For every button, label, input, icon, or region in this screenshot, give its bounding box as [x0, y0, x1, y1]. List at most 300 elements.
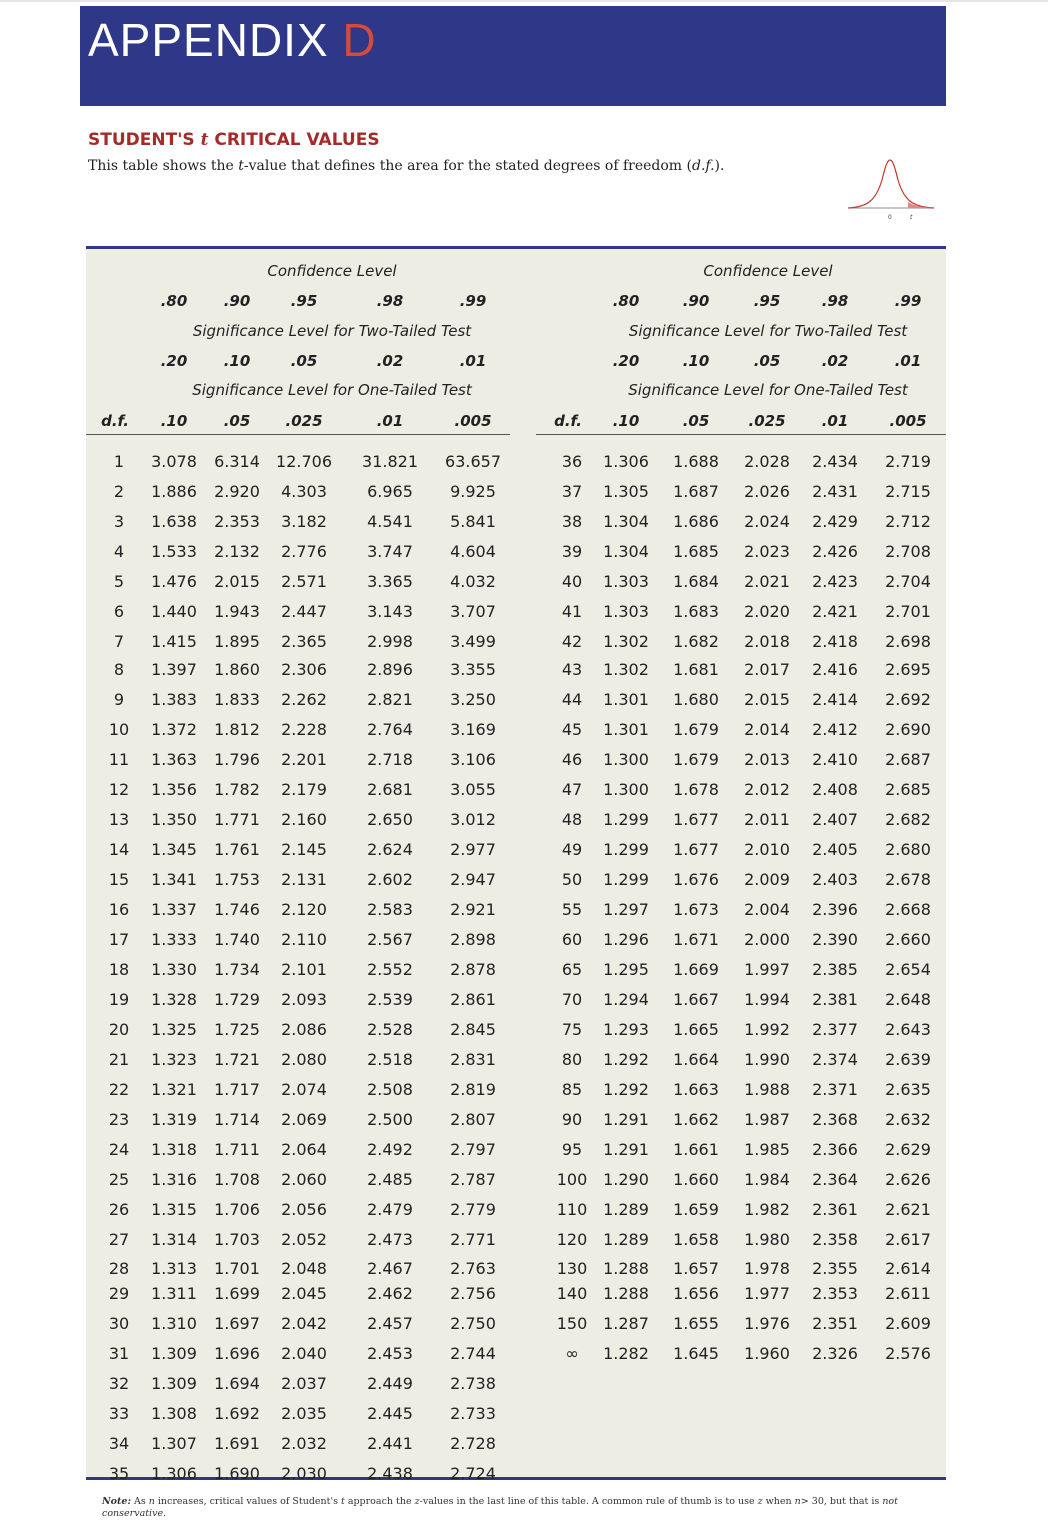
table-cell: 1.717 [214, 1080, 260, 1099]
table-cell: 2.131 [281, 870, 327, 889]
df-cell: 85 [561, 1080, 583, 1099]
table-cell: 2.445 [367, 1404, 413, 1423]
table-cell: 1.314 [151, 1230, 197, 1249]
t-critical-values-table [86, 246, 946, 1483]
table-cell: 2.528 [367, 1020, 413, 1039]
table-cell: 1.977 [744, 1284, 790, 1303]
table-cell: 2.353 [214, 512, 260, 531]
table-cell: 2.453 [367, 1344, 413, 1363]
table-cell: 1.292 [603, 1050, 649, 1069]
table-cell: 2.145 [281, 840, 327, 859]
right-one-tailed-value: .05 [682, 412, 710, 430]
df-cell: 130 [556, 1259, 588, 1278]
table-cell: 1.692 [214, 1404, 260, 1423]
table-cell: 2.624 [367, 840, 413, 859]
table-cell: 2.010 [744, 840, 790, 859]
df-cell: ∞ [565, 1344, 579, 1363]
table-cell: 2.447 [281, 602, 327, 621]
table-cell: 2.467 [367, 1259, 413, 1278]
table-cell: 1.296 [603, 930, 649, 949]
table-cell: 2.366 [812, 1140, 858, 1159]
df-cell: 9 [113, 690, 125, 709]
table-cell: 2.479 [367, 1200, 413, 1219]
table-cell: 1.687 [673, 482, 719, 501]
table-cell: 1.960 [744, 1344, 790, 1363]
df-cell: 7 [113, 632, 125, 651]
table-cell: 1.289 [603, 1200, 649, 1219]
note-z: z [414, 1496, 420, 1507]
df-cell: 90 [561, 1110, 583, 1129]
table-cell: 1.711 [214, 1140, 260, 1159]
df-cell: 24 [108, 1140, 130, 1159]
table-cell: 1.676 [673, 870, 719, 889]
table-cell: 1.985 [744, 1140, 790, 1159]
df-cell: 17 [108, 930, 130, 949]
table-cell: 1.690 [214, 1464, 260, 1483]
left-one-tailed-value: .025 [285, 412, 323, 430]
table-cell: 1.383 [151, 690, 197, 709]
df-cell: 3 [113, 512, 125, 531]
table-cell: 2.738 [450, 1374, 496, 1393]
table-cell: 2.026 [744, 482, 790, 501]
df-cell: 110 [556, 1200, 588, 1219]
table-cell: 2.412 [812, 720, 858, 739]
table-cell: 2.831 [450, 1050, 496, 1069]
table-cell: 2.571 [281, 572, 327, 591]
table-cell: 2.718 [367, 750, 413, 769]
table-cell: 2.429 [812, 512, 858, 531]
table-cell: 1.316 [151, 1170, 197, 1189]
note-text-b: increases, critical values of Student's [154, 1496, 341, 1507]
table-cell: 2.132 [214, 542, 260, 561]
section-title-t: t [200, 130, 209, 150]
t-distribution-curve-icon [846, 156, 936, 226]
table-cell: 1.812 [214, 720, 260, 739]
left-confidence-label: Confidence Level [267, 262, 397, 280]
table-cell: 4.303 [281, 482, 327, 501]
table-cell: 1.976 [744, 1314, 790, 1333]
table-cell: 1.292 [603, 1080, 649, 1099]
table-cell: 1.686 [673, 512, 719, 531]
table-cell: 1.350 [151, 810, 197, 829]
df-cell: 14 [108, 840, 130, 859]
df-cell: 60 [561, 930, 583, 949]
table-cell: 2.685 [885, 780, 931, 799]
table-cell: 2.023 [744, 542, 790, 561]
table-cell: 63.657 [445, 452, 501, 471]
table-cell: 2.037 [281, 1374, 327, 1393]
note-n: n [148, 1496, 155, 1507]
table-cell: 2.654 [885, 960, 931, 979]
right-two-tailed-value: .20 [612, 352, 640, 370]
df-cell: 48 [561, 810, 583, 829]
table-cell: 1.990 [744, 1050, 790, 1069]
table-cell: 1.440 [151, 602, 197, 621]
table-cell: 2.473 [367, 1230, 413, 1249]
table-cell: 2.423 [812, 572, 858, 591]
df-cell: 38 [561, 512, 583, 531]
table-cell: 2.626 [885, 1170, 931, 1189]
df-cell: 37 [561, 482, 583, 501]
table-cell: 1.304 [603, 512, 649, 531]
df-cell: 18 [108, 960, 130, 979]
table-cell: 2.018 [744, 632, 790, 651]
note-text-f: > 30, but that is [800, 1496, 883, 1507]
table-cell: 2.845 [450, 1020, 496, 1039]
table-cell: 2.744 [450, 1344, 496, 1363]
left-two-tailed-value: .20 [160, 352, 188, 370]
table-cell: 1.289 [603, 1230, 649, 1249]
table-cell: 1.341 [151, 870, 197, 889]
table-cell: 2.403 [812, 870, 858, 889]
table-cell: 1.645 [673, 1344, 719, 1363]
table-cell: 2.021 [744, 572, 790, 591]
table-cell: 1.696 [214, 1344, 260, 1363]
table-cell: 1.886 [151, 482, 197, 501]
df-cell: 25 [108, 1170, 130, 1189]
curve-label-zero: 0 [888, 214, 892, 221]
table-cell: 1.325 [151, 1020, 197, 1039]
table-cell: 1.708 [214, 1170, 260, 1189]
table-cell: 2.101 [281, 960, 327, 979]
table-cell: 3.707 [450, 602, 496, 621]
note-n2: n [794, 1496, 801, 1507]
table-cell: 2.351 [812, 1314, 858, 1333]
left-one-tailed-value: .10 [160, 412, 188, 430]
table-cell: 2.358 [812, 1230, 858, 1249]
table-cell: 1.293 [603, 1020, 649, 1039]
table-cell: 2.000 [744, 930, 790, 949]
df-cell: 4 [113, 542, 125, 561]
df-cell: 19 [108, 990, 130, 1009]
table-cell: 1.297 [603, 900, 649, 919]
table-cell: 1.295 [603, 960, 649, 979]
table-cell: 1.833 [214, 690, 260, 709]
table-cell: 1.397 [151, 660, 197, 679]
table-cell: 2.228 [281, 720, 327, 739]
df-cell: 26 [108, 1200, 130, 1219]
df-cell: 100 [556, 1170, 588, 1189]
table-cell: 1.982 [744, 1200, 790, 1219]
table-cell: 1.311 [151, 1284, 197, 1303]
table-cell: 1.306 [151, 1464, 197, 1483]
df-cell: 28 [108, 1259, 130, 1278]
table-cell: 2.020 [744, 602, 790, 621]
table-cell: 1.655 [673, 1314, 719, 1333]
table-cell: 1.703 [214, 1230, 260, 1249]
table-cell: 1.688 [673, 452, 719, 471]
table-cell: 1.978 [744, 1259, 790, 1278]
curve-line [848, 160, 934, 208]
right-one-tailed-label: Significance Level for One-Tailed Test [628, 381, 908, 399]
table-cell: 1.303 [603, 602, 649, 621]
table-cell: 2.377 [812, 1020, 858, 1039]
table-cell: 2.617 [885, 1230, 931, 1249]
table-cell: 1.299 [603, 810, 649, 829]
table-cell: 1.310 [151, 1314, 197, 1333]
table-cell: 2.632 [885, 1110, 931, 1129]
table-cell: 2.648 [885, 990, 931, 1009]
table-cell: 1.307 [151, 1434, 197, 1453]
table-cell: 1.328 [151, 990, 197, 1009]
df-cell: 49 [561, 840, 583, 859]
table-cell: 2.012 [744, 780, 790, 799]
table-cell: 1.694 [214, 1374, 260, 1393]
table-cell: 2.306 [281, 660, 327, 679]
left-one-tailed-value: .01 [376, 412, 404, 430]
table-cell: 6.314 [214, 452, 260, 471]
table-cell: 2.764 [367, 720, 413, 739]
table-cell: 2.660 [885, 930, 931, 949]
table-cell: 1.372 [151, 720, 197, 739]
right-two-tailed-value: .01 [894, 352, 922, 370]
df-cell: 150 [556, 1314, 588, 1333]
table-cell: 1.315 [151, 1200, 197, 1219]
table-cell: 2.692 [885, 690, 931, 709]
table-cell: 2.048 [281, 1259, 327, 1278]
table-cell: 2.977 [450, 840, 496, 859]
subtitle-part-b: -value that defines the area for the stated degrees of freedom ( [243, 158, 692, 174]
table-cell: 1.661 [673, 1140, 719, 1159]
table-cell: 2.040 [281, 1344, 327, 1363]
df-cell: 6 [113, 602, 125, 621]
table-cell: 3.365 [367, 572, 413, 591]
table-cell: 2.438 [367, 1464, 413, 1483]
table-cell: 2.441 [367, 1434, 413, 1453]
left-two-tailed-value: .02 [376, 352, 404, 370]
section-title-after: CRITICAL VALUES [208, 130, 380, 150]
table-cell: 2.539 [367, 990, 413, 1009]
df-cell: 16 [108, 900, 130, 919]
note-text-c: approach the [344, 1496, 415, 1507]
table-cell: 2.771 [450, 1230, 496, 1249]
left-confidence-value: .98 [376, 292, 404, 310]
section-subtitle [88, 158, 724, 174]
table-cell: 1.313 [151, 1259, 197, 1278]
table-cell: 2.508 [367, 1080, 413, 1099]
table-cell: 2.583 [367, 900, 413, 919]
table-cell: 1.685 [673, 542, 719, 561]
table-cell: 1.714 [214, 1110, 260, 1129]
note-text-e: when [762, 1496, 795, 1507]
table-cell: 3.012 [450, 810, 496, 829]
table-cell: 2.878 [450, 960, 496, 979]
table-cell: 3.747 [367, 542, 413, 561]
table-cell: 1.301 [603, 720, 649, 739]
table-cell: 1.290 [603, 1170, 649, 1189]
table-cell: 2.364 [812, 1170, 858, 1189]
table-cell: 1.318 [151, 1140, 197, 1159]
df-cell: 1 [113, 452, 125, 471]
table-cell: 2.035 [281, 1404, 327, 1423]
table-cell: 4.541 [367, 512, 413, 531]
df-cell: 2 [113, 482, 125, 501]
table-cell: 2.614 [885, 1259, 931, 1278]
section-title [88, 130, 380, 150]
df-cell: 27 [108, 1230, 130, 1249]
table-cell: 1.345 [151, 840, 197, 859]
df-cell: 8 [113, 660, 125, 679]
curve-label-t: t [910, 214, 913, 221]
table-cell: 2.650 [367, 810, 413, 829]
note-text-d: -values in the last line of this table. A common rule of thumb is to use [419, 1496, 758, 1507]
table-cell: 2.704 [885, 572, 931, 591]
table-cell: 2.719 [885, 452, 931, 471]
table-cell: 1.669 [673, 960, 719, 979]
table-cell: 2.017 [744, 660, 790, 679]
table-cell: 1.291 [603, 1110, 649, 1129]
df-cell: 120 [556, 1230, 588, 1249]
left-one-tailed-value: .05 [223, 412, 251, 430]
table-cell: 2.060 [281, 1170, 327, 1189]
table-cell: 1.684 [673, 572, 719, 591]
table-cell: 1.683 [673, 602, 719, 621]
table-cell: 1.415 [151, 632, 197, 651]
table-cell: 2.201 [281, 750, 327, 769]
table-cell: 2.009 [744, 870, 790, 889]
table-cell: 1.287 [603, 1314, 649, 1333]
right-confidence-value: .90 [682, 292, 710, 310]
table-cell: 2.418 [812, 632, 858, 651]
table-cell: 1.987 [744, 1110, 790, 1129]
table-cell: 1.533 [151, 542, 197, 561]
df-cell: 12 [108, 780, 130, 799]
table-cell: 3.182 [281, 512, 327, 531]
table-cell: 1.305 [603, 482, 649, 501]
table-cell: 1.682 [673, 632, 719, 651]
table-cell: 3.355 [450, 660, 496, 679]
right-confidence-label: Confidence Level [703, 262, 833, 280]
table-cell: 2.576 [885, 1344, 931, 1363]
table-cell: 1.734 [214, 960, 260, 979]
table-cell: 2.407 [812, 810, 858, 829]
section-title-before: STUDENT'S [88, 130, 201, 150]
df-cell: 10 [108, 720, 130, 739]
table-cell: 2.042 [281, 1314, 327, 1333]
top-rule [0, 0, 1048, 2]
table-cell: 1.725 [214, 1020, 260, 1039]
right-two-tailed-value: .05 [753, 352, 781, 370]
table-cell: 3.078 [151, 452, 197, 471]
table-cell: 1.701 [214, 1259, 260, 1278]
table-cell: 1.673 [673, 900, 719, 919]
table-cell: 2.680 [885, 840, 931, 859]
df-cell: 21 [108, 1050, 130, 1069]
right-one-tailed-value: .10 [612, 412, 640, 430]
df-cell: 140 [556, 1284, 588, 1303]
table-cell: 2.416 [812, 660, 858, 679]
table-cell: 1.706 [214, 1200, 260, 1219]
table-cell: 1.308 [151, 1404, 197, 1423]
table-cell: 2.750 [450, 1314, 496, 1333]
table-cell: 1.302 [603, 632, 649, 651]
table-cell: 2.120 [281, 900, 327, 919]
df-cell: 30 [108, 1314, 130, 1333]
note-not-conservative: not conservative [102, 1496, 898, 1519]
table-cell: 6.965 [367, 482, 413, 501]
table-cell: 1.323 [151, 1050, 197, 1069]
table-cell: 2.821 [367, 690, 413, 709]
table-cell: 2.368 [812, 1110, 858, 1129]
table-cell: 2.567 [367, 930, 413, 949]
table-cell: 2.776 [281, 542, 327, 561]
table-cell: 1.664 [673, 1050, 719, 1069]
table-cell: 2.690 [885, 720, 931, 739]
table-cell: 1.771 [214, 810, 260, 829]
table-cell: 3.143 [367, 602, 413, 621]
table-cell: 1.660 [673, 1170, 719, 1189]
table-cell: 1.306 [603, 452, 649, 471]
table-cell: 2.708 [885, 542, 931, 561]
table-cell: 1.333 [151, 930, 197, 949]
df-cell: 75 [561, 1020, 583, 1039]
table-cell: 2.408 [812, 780, 858, 799]
table-cell: 5.841 [450, 512, 496, 531]
table-cell: 2.449 [367, 1374, 413, 1393]
table-cell: 1.656 [673, 1284, 719, 1303]
df-cell: 31 [108, 1344, 130, 1363]
table-cell: 1.721 [214, 1050, 260, 1069]
table-cell: 2.733 [450, 1404, 496, 1423]
table-cell: 1.309 [151, 1344, 197, 1363]
left-confidence-value: .99 [459, 292, 487, 310]
table-cell: 2.353 [812, 1284, 858, 1303]
table-cell: 1.662 [673, 1110, 719, 1129]
page-title-main: APPENDIX [88, 14, 343, 66]
df-cell: 29 [108, 1284, 130, 1303]
appendix-banner [80, 6, 946, 106]
df-cell: 70 [561, 990, 583, 1009]
table-cell: 1.321 [151, 1080, 197, 1099]
table-cell: 2.421 [812, 602, 858, 621]
table-cell: 2.701 [885, 602, 931, 621]
table-cell: 1.988 [744, 1080, 790, 1099]
table-cell: 2.410 [812, 750, 858, 769]
right-two-tailed-value: .10 [682, 352, 710, 370]
table-cell: 1.697 [214, 1314, 260, 1333]
df-cell: 32 [108, 1374, 130, 1393]
table-cell: 3.055 [450, 780, 496, 799]
right-two-tailed-value: .02 [821, 352, 849, 370]
table-cell: 2.396 [812, 900, 858, 919]
table-cell: 1.679 [673, 750, 719, 769]
table-cell: 1.288 [603, 1284, 649, 1303]
table-cell: 1.301 [603, 690, 649, 709]
df-cell: 39 [561, 542, 583, 561]
table-cell: 4.032 [450, 572, 496, 591]
table-cell: 2.492 [367, 1140, 413, 1159]
table-cell: 2.629 [885, 1140, 931, 1159]
df-cell: 42 [561, 632, 583, 651]
table-cell: 2.390 [812, 930, 858, 949]
df-cell: 15 [108, 870, 130, 889]
table-cell: 2.374 [812, 1050, 858, 1069]
page-title [88, 10, 377, 70]
table-cell: 2.080 [281, 1050, 327, 1069]
table-cell: 4.604 [450, 542, 496, 561]
table-cell: 1.678 [673, 780, 719, 799]
df-cell: 40 [561, 572, 583, 591]
table-cell: 1.980 [744, 1230, 790, 1249]
df-cell: 33 [108, 1404, 130, 1423]
table-cell: 2.947 [450, 870, 496, 889]
note-z2: z [757, 1496, 763, 1507]
table-cell: 2.819 [450, 1080, 496, 1099]
table-cell: 1.746 [214, 900, 260, 919]
table-cell: 2.861 [450, 990, 496, 1009]
table-cell: 1.638 [151, 512, 197, 531]
table-cell: 2.787 [450, 1170, 496, 1189]
